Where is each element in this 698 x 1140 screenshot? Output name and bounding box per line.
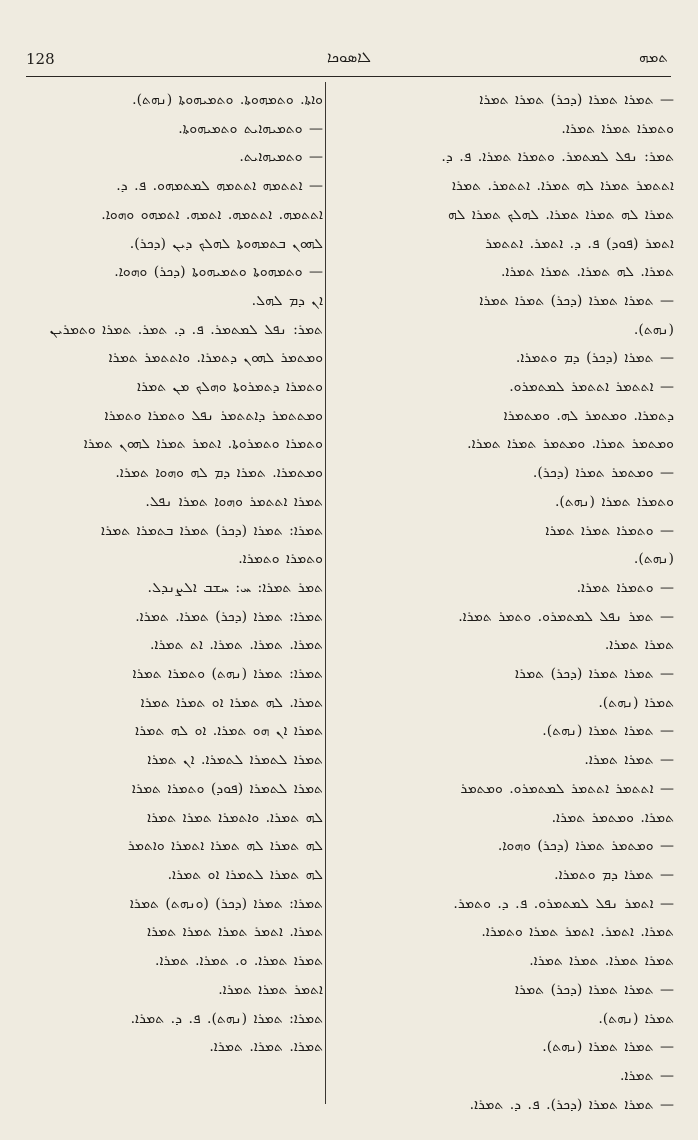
left-column-line: ܠܗܘܢ ܒܬܡܗܘܬܐ ܠܗܠܟ ܕܝܢ (ܕܟܪ). [129,235,323,252]
running-title: ܠܐܣܘܟܐ [326,48,372,66]
right-column-line: — ܬܡܪܐ ܬܡܪܐ (ܢܗܬ). [542,723,674,740]
left-column-line: ܬܡܪܐ. ܠܗ ܬܡܪܐ ܐܘ ܬܡܪܐ ܬܡܪܐ [140,694,323,711]
left-column-line: ܘܐܬܐ. ܘܬܡܗܘܬܐ. ܘܬܡܝܗܘܬܐ (ܢܗܬ). [132,92,323,108]
right-column-line: ܘܡܬܡܪ ܬܡܪܐ. ܘܡܬܡܪ ܬܡܪܐ ܬܡܪܐ. [467,436,674,453]
left-column-line: ܬܡܪܐ: ܬܡܪܐ (ܢܗܬ) ܘܬܡܪܐ ܬܡܪܐ [132,666,323,683]
left-column-line: ܘܡܬܬܡܪ ܕܐܬܬܡܪ ܢܦܠ ܘܬܡܪܐ ܘܬܡܪܐ [104,407,323,424]
left-column-line: ܬܡܪܐ ܠܬܡܪܐ ܠܬܡܪܐ. ܐܢ ܬܡܪܐ [147,752,323,769]
left-column-line: — ܘܬܡܝܗܐܝܬ ܘܬܡܝܗܘܬܐ. [178,120,323,137]
right-column-line: ܬܡܪܐ. ܘܡܬܡܪ ܬܡܪܐ. [551,809,674,826]
left-column-line: ܐܢ ܕܡ ܠܗܠ. [251,292,323,309]
right-column-line: — ܬܡܪܐ. [619,1067,674,1084]
right-column-line: — ܬܡܪܐ ܬܡܪܐ (ܢܗܬ). [542,1039,674,1056]
page-number: 128 [26,50,55,68]
left-column-line: ܬܡܪ ܬܡܪܐ: ܚ: ܚܫܒ ܐܠܨܢܕܠ. [147,579,323,596]
left-column-line: ܘܬܡܪܐ ܕܬܡܪܘܬܐ ܘܗܠܟ ܡܢ ܬܡܪܐ [137,379,323,396]
right-column-line: — ܬܡܪܐ ܬܡܪܐ. [584,752,674,769]
column-divider [325,82,326,1104]
right-column-line: — ܬܡܪܐ ܬܡܪܐ (ܕܟܪ) ܬܡܪܐ ܬܡܪܐ [479,292,674,309]
left-column-line: ܬܡܪܐ ܐܢ ܗܘ ܬܡܪܐ. ܐܘ ܠܗ ܬܡܪܐ [135,723,323,740]
right-column-line: — ܬܡܪܐ ܬܡܪܐ (ܕܟܪ) ܬܡܪܐ [514,666,674,683]
right-column-line: ܬܡܪܐ ܬܡܪܐ. [604,637,674,654]
right-column-line: ܬܡܪܐ. ܠܗ ܬܡܪܐ. ܬܡܪܐ ܬܡܪܐ. [500,264,674,281]
left-column-line: ܬܡܪ: ܢܦܠ ܠܡܬܡܪ. ܦ. ܕ. ܬܡܪ. ܬܡܪܐ ܘܬܡܪܝܢ [49,321,323,338]
right-column-line: — ܘܡܬܡܪ ܬܡܪܐ (ܕܟܪ). [532,465,674,482]
left-column-line: ܬܡܪܐ ܐܬܬܡܪ ܘܗܘܐ ܬܡܪܐ ܢܦܠ. [145,493,323,510]
right-column-line: (ܢܗܬ). [633,551,674,568]
right-column-line: ܬܡܪܐ ܬܡܪܐ. ܬܡܪܐ ܬܡܪܐ. [529,953,674,970]
left-column-line: ܬܡܪܐ ܬܡܪܐ. ܘ. ܬܡܪܐ. ܬܡܪܐ. [155,953,323,970]
left-column-line: ܘܬܡܪܐ ܘܬܡܪܐ. [238,551,323,568]
left-column-line: ܬܡܪܐ ܠܬܡܪܐ (ܦܘܕ) ܘܬܡܪܐ ܬܡܪܐ [131,780,323,797]
left-column-line: ܘܡܬܡܪܐ. ܬܡܪܐ ܕܡ ܠܗ ܘܗܘܐ ܬܡܪܐ. [115,465,323,482]
right-column-line: ܬܡܪ: ܢܦܠ ܠܡܬܡܪ. ܘܬܡܪܐ ܬܡܪܐ. ܦ. ܕ. [441,149,674,166]
right-column-line: — ܬܡܪܐ (ܕܟܪ) ܕܡ ܘܬܡܪܐ. [515,350,674,367]
right-column-line: — ܬܡܪ ܢܦܠ ܠܡܬܡܪܘ. ܘܬܡܪ ܬܡܪܐ. [458,608,674,625]
left-column-line: — ܐܬܬܡܗ ܐܬܬܡܗ ܠܡܬܡܗܘ. ܦ. ܕ. [116,178,323,195]
right-column-line: — ܬܡܪܐ ܬܡܪܐ (ܕܟܪ) ܬܡܪܐ [514,981,674,998]
left-column-line: ܬܡܪܐ: ܬܡܪܐ (ܕܟܪ) ܬܡܪܐ. ܬܡܪܐ. [135,608,323,625]
left-column-line: ܠܗ ܬܡܪܐ. ܘܐܬܡܪܐ ܬܡܪܐ ܬܡܪܐ [147,809,323,826]
left-column-line: ܘܬܡܪܐ ܘܬܡܪܘܬܐ. ܐܬܡܪ ܬܡܪܐ ܠܗܘܢ ܬܡܪܐ [83,436,323,453]
right-column-line: — ܘܬܡܪܐ ܬܡܪܐ. [576,579,674,596]
right-column-line: ܬܡܪܐ (ܢܗܬ). [598,694,674,711]
right-column-line: ܬܡܪܐ. ܐܬܡܪ. ܐܬܡܪ ܬܡܪܐ ܘܬܡܪܐ. [481,924,674,941]
left-column-line: ܬܡܪܐ: ܬܡܪܐ (ܕܟܪ) ܬܡܪܐ ܒܬܡܪܐ ܬܡܪܐ [101,522,323,539]
right-column-line: — ܘܬܡܪܐ ܬܡܪܐ ܬܡܪܐ [545,522,674,539]
left-column-line: ܠܗ ܬܡܪܐ ܠܗ ܬܡܪܐ ܐܬܡܪܐ ܘܐܬܡܪ [127,838,323,855]
right-column-line: ܬܡܪܐ (ܢܗܬ). [598,1010,674,1027]
right-column-line: ܘܬܡܪܐ ܬܡܪܐ ܬܡܪܐ. [561,120,674,137]
left-column-line: ܐܬܬܡܗ. ܐܬܬܡܗ. ܐܬܡܗ. ܐܬܡܗܘ ܘܗܘܐ. [101,206,323,223]
right-column-line: — ܬܡܪܐ ܕܡ ܘܬܡܪܐ. [554,866,674,883]
right-column-line: ܐܬܬܡܪ ܬܡܪܐ ܠܗ ܬܡܪܐ. ܐܬܬܡܪ. ܬܡܪܐ [451,178,674,195]
right-column-line: — ܐܬܬܡܪ ܐܬܬܡܪ ܠܡܬܡܪܘ. [509,379,674,396]
catchword: ܬܡܗ [639,48,668,66]
right-column-line: — ܘܡܬܡܪ ܬܡܪܐ (ܕܟܪ) ܘܗܘܐ. [497,838,674,855]
right-column-line: (ܢܗܬ). [633,321,674,338]
left-column-line: ܬܡܪܐ: ܬܡܪܐ (ܢܗܬ). ܦ. ܕ. ܬܡܪܐ. [130,1010,323,1027]
right-column-line: ܘܬܡܪܐ ܬܡܪܐ (ܢܗܬ). [554,493,674,510]
right-column-line: — ܐܬܬܡܪ ܐܬܬܡܪ ܠܡܬܡܪܘ. ܘܡܬܡܪ [460,780,674,797]
left-column-line: — ܘܬܡܝܗܐܝܬ. [239,149,323,166]
right-column-line: ܐܬܡܪ (ܦܘܕ) ܦ. ܕ. ܐܬܡܪ. ܐܬܬܡܪ [485,235,674,252]
left-column [18,86,323,1062]
left-column-line: ܐܬܡܪ ܬܡܪܐ ܬܡܪܐ. [218,981,323,998]
right-column-line: ܬܡܪܐ ܠܗ ܬܡܪܐ ܬܡܪܐ. ܠܗܠܟ ܬܡܪܐ ܠܗ [448,206,674,223]
right-column-line: — ܐܬܡܪ ܢܦܠ ܠܡܬܡܪܘ. ܦ. ܕ. ܘܬܡܪ. [453,895,674,912]
left-column-line: — ܘܬܡܗܘܬܐ ܘܬܡܝܗܘܬܐ (ܕܟܪ) ܘܗܘܐ. [114,264,323,281]
left-column-line: ܠܗ ܬܡܪܐ ܠܬܡܪܐ ܐܘ ܬܡܪܐ. [167,866,323,883]
right-column-line: ܕܬܡܪܐ. ܘܡܬܡܪ ܠܗ. ܘܡܬܡܪܐ [503,407,674,424]
left-column-line: ܬܡܪܐ. ܬܡܪܐ. ܬܡܪܐ. [209,1039,323,1056]
right-column [338,86,674,1119]
left-column-line: ܬܡܪܐ. ܐܬܡܪ ܬܡܪܐ ܬܡܪܐ ܬܡܪܐ [147,924,323,941]
left-column-line: ܬܡܪܐ: ܬܡܪܐ (ܕܟܪ) (ܘܢܗܬ) ܬܡܪܐ [129,895,323,912]
left-column-line: ܘܡܬܡܪ ܠܗܘܢ ܕܬܡܪܐ. ܘܐܬܬܡܪ ܬܡܪܐ [108,350,323,367]
header-rule [26,76,671,77]
right-column-line: — ܬܡܪܐ ܬܡܪܐ (ܕܟܪ). ܦ. ܕ. ܬܡܪܐ. [469,1096,674,1113]
left-column-line: ܬܡܪܐ. ܬܡܪܐ. ܬܡܪܐ. ܐܬ ܬܡܪܐ. [149,637,323,654]
right-column-line: — ܬܡܪܐ ܬܡܪܐ (ܕܟܪ) ܬܡܪܐ ܬܡܪܐ [479,92,674,108]
